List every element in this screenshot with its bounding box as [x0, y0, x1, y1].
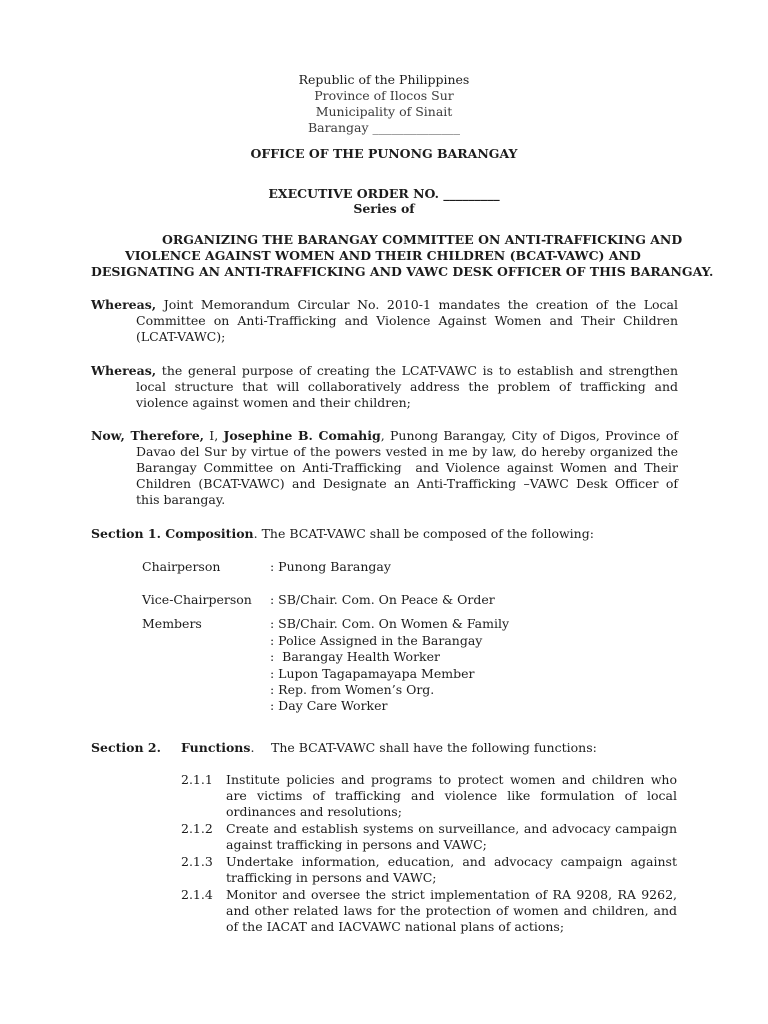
- now-therefore-line-5: this barangay.: [136, 492, 226, 507]
- header-barangay: Barangay ______________: [307, 120, 461, 135]
- punong-barangay-name: Josephine B. Comahig: [223, 428, 381, 443]
- member-item: : SB/Chair. Com. On Women & Family: [270, 616, 510, 631]
- section-1-heading: Section 1. Composition. The BCAT-VAWC shall be composed of the following:: [91, 526, 594, 541]
- function-number: 2.1.1: [181, 772, 213, 787]
- section-2-text: The BCAT-VAWC shall have the following functions:: [271, 740, 597, 755]
- member-item: : Lupon Tagapamayapa Member: [270, 666, 475, 681]
- function-line: of the IACAT and IACVAWC national plans of actions;: [226, 919, 565, 934]
- function-number: 2.1.3: [181, 854, 213, 869]
- function-line: are victims of trafficking and violence like formulation of local: [226, 788, 677, 803]
- now-therefore-line-1: Now, Therefore, I, Josephine B. Comahig, Punong Barangay, City of Digos, Province of: [91, 428, 678, 443]
- function-line: and other related laws for the protection of women and children, and: [226, 903, 677, 918]
- member-item: : Day Care Worker: [270, 698, 388, 713]
- whereas-1-line-2: Committee on Anti-Trafficking and Violence Against Women and Their Children: [136, 313, 678, 328]
- whereas-2-line-3: violence against women and their children;: [136, 395, 411, 410]
- function-line: trafficking in persons and VAWC;: [226, 870, 437, 885]
- whereas-1-line-1: Whereas, Joint Memorandum Circular No. 2010-1 mandates the creation of the Local: [91, 297, 678, 312]
- member-item: : Police Assigned in the Barangay: [270, 633, 483, 648]
- chairperson-role: Chairperson: [142, 559, 221, 574]
- member-item: : Rep. from Women’s Org.: [270, 682, 435, 697]
- function-line: Undertake information, education, and advocacy campaign against: [226, 854, 677, 869]
- whereas-label: Whereas,: [91, 297, 157, 312]
- function-line: Monitor and oversee the strict implementation of RA 9208, RA 9262,: [226, 887, 677, 902]
- title-line-3: DESIGNATING AN ANTI-TRAFFICKING AND VAWC DESK OFFICER OF THIS BARANGAY.: [91, 264, 714, 279]
- member-item: : Barangay Health Worker: [270, 649, 441, 664]
- vice-chairperson-value: : SB/Chair. Com. On Peace & Order: [270, 592, 495, 607]
- executive-order-number: EXECUTIVE ORDER NO. _________: [268, 186, 500, 201]
- whereas-label: Whereas,: [91, 363, 157, 378]
- header-republic: Republic of the Philippines: [298, 72, 470, 87]
- section-2-functions: Functions.: [181, 740, 255, 755]
- title-line-1: ORGANIZING THE BARANGAY COMMITTEE ON ANTI-TRAFFICKING AND: [162, 232, 683, 247]
- members-role: Members: [142, 616, 202, 631]
- function-line: ordinances and resolutions;: [226, 804, 402, 819]
- section-2-label: Section 2.: [91, 740, 161, 755]
- section-1-label: Section 1. Composition: [91, 526, 254, 541]
- chairperson-value: : Punong Barangay: [270, 559, 391, 574]
- vice-chairperson-role: Vice-Chairperson: [142, 592, 252, 607]
- header-province: Province of Ilocos Sur: [314, 88, 454, 103]
- function-line: against trafficking in persons and VAWC;: [226, 837, 487, 852]
- now-therefore-line-3: Barangay Committee on Anti-Trafficking and Violence against Women and Their: [136, 460, 678, 475]
- now-therefore-line-2: Davao del Sur by virtue of the powers vested in me by law, do hereby organized the: [136, 444, 678, 459]
- whereas-1-line-3: (LCAT-VAWC);: [136, 329, 226, 344]
- office-title: OFFICE OF THE PUNONG BARANGAY: [250, 146, 518, 161]
- title-line-2: VIOLENCE AGAINST WOMEN AND THEIR CHILDREN (BCAT-VAWC) AND: [125, 248, 641, 263]
- function-number: 2.1.2: [181, 821, 213, 836]
- now-therefore-line-4: Children (BCAT-VAWC) and Designate an Anti-Trafficking –VAWC Desk Officer of: [136, 476, 678, 491]
- header-municipality: Municipality of Sinait: [315, 104, 453, 119]
- function-line: Create and establish systems on surveillance, and advocacy campaign: [226, 821, 677, 836]
- now-therefore-label: Now, Therefore,: [91, 428, 204, 443]
- whereas-2-line-1: Whereas, the general purpose of creating the LCAT-VAWC is to establish and strengthen: [91, 363, 678, 378]
- series-line: Series of: [353, 201, 415, 216]
- section-2-heading: Functions: [181, 740, 251, 755]
- whereas-2-line-2: local structure that will collaboratively address the problem of trafficking and: [136, 379, 678, 394]
- function-number: 2.1.4: [181, 887, 213, 902]
- function-line: Institute policies and programs to protect women and children who: [226, 772, 677, 787]
